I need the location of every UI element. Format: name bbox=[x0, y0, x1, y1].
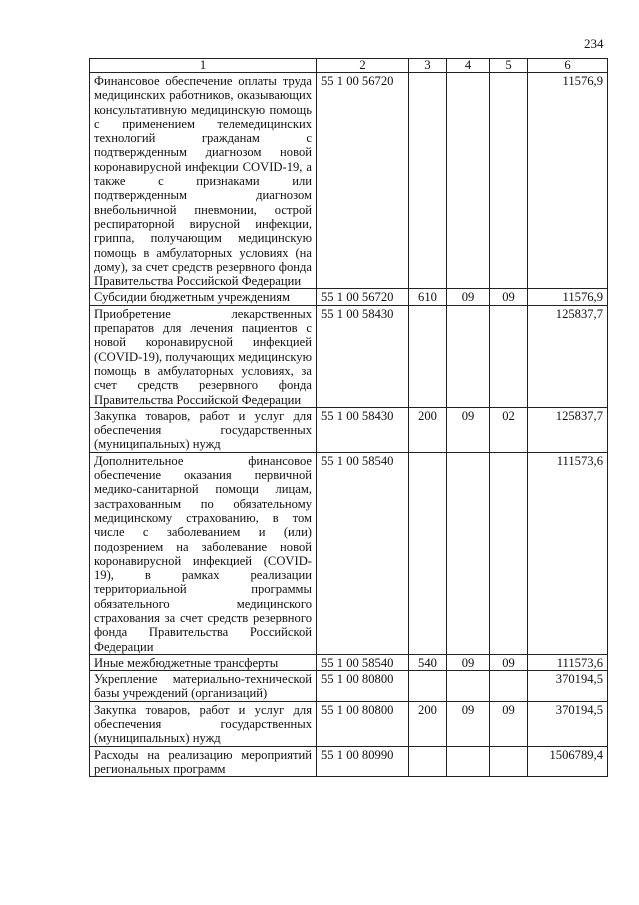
row-target-code: 55 1 00 56720 bbox=[317, 289, 409, 305]
row-name: Закупка товаров, работ и услуг для обеспечения государственных (муниципальных) нужд bbox=[90, 701, 317, 746]
table-row bbox=[90, 305, 608, 407]
row-expense-type bbox=[409, 73, 447, 289]
table-row bbox=[90, 73, 608, 289]
table-row bbox=[90, 407, 608, 452]
row-expense-type bbox=[409, 671, 447, 702]
header-col-6: 6 bbox=[528, 59, 608, 73]
row-amount: 370194,5 bbox=[528, 671, 608, 702]
row-section bbox=[447, 746, 490, 777]
row-target-code: 55 1 00 80800 bbox=[317, 701, 409, 746]
table-row bbox=[90, 701, 608, 746]
row-amount: 125837,7 bbox=[528, 305, 608, 407]
row-section: 09 bbox=[447, 289, 490, 305]
header-col-1: 1 bbox=[90, 59, 317, 73]
row-name: Субсидии бюджетным учреждениям bbox=[90, 289, 317, 305]
row-subsection bbox=[490, 73, 528, 289]
row-target-code: 55 1 00 56720 bbox=[317, 73, 409, 289]
table-row bbox=[90, 654, 608, 670]
row-name: Иные межбюджетные трансферты bbox=[90, 654, 317, 670]
row-section bbox=[447, 305, 490, 407]
row-expense-type bbox=[409, 452, 447, 654]
row-expense-type: 200 bbox=[409, 701, 447, 746]
table-row bbox=[90, 289, 608, 305]
row-expense-type: 610 bbox=[409, 289, 447, 305]
budget-table bbox=[89, 58, 608, 777]
header-col-2: 2 bbox=[317, 59, 409, 73]
row-target-code: 55 1 00 80800 bbox=[317, 671, 409, 702]
row-expense-type: 200 bbox=[409, 407, 447, 452]
row-section bbox=[447, 671, 490, 702]
row-amount: 125837,7 bbox=[528, 407, 608, 452]
row-section: 09 bbox=[447, 701, 490, 746]
row-amount: 11576,9 bbox=[528, 73, 608, 289]
row-subsection bbox=[490, 671, 528, 702]
row-amount: 11576,9 bbox=[528, 289, 608, 305]
header-col-4: 4 bbox=[447, 59, 490, 73]
row-subsection: 09 bbox=[490, 654, 528, 670]
row-amount: 111573,6 bbox=[528, 452, 608, 654]
row-target-code: 55 1 00 80990 bbox=[317, 746, 409, 777]
row-amount: 370194,5 bbox=[528, 701, 608, 746]
row-subsection bbox=[490, 746, 528, 777]
row-name: Приобретение лекарственных препаратов для лечения пациентов с новой коронавирусной инфекцией (COVID-19), получающих медицинскую помощь в амбулаторных условиях, за счет средств резервного фонда Правительства Российской Федерации bbox=[90, 305, 317, 407]
table-row bbox=[90, 452, 608, 654]
table-row bbox=[90, 746, 608, 777]
row-amount: 1506789,4 bbox=[528, 746, 608, 777]
row-name: Расходы на реализацию мероприятий региональных программ bbox=[90, 746, 317, 777]
row-subsection bbox=[490, 305, 528, 407]
header-col-3: 3 bbox=[409, 59, 447, 73]
row-target-code: 55 1 00 58540 bbox=[317, 452, 409, 654]
row-name: Закупка товаров, работ и услуг для обеспечения государственных (муниципальных) нужд bbox=[90, 407, 317, 452]
row-amount: 111573,6 bbox=[528, 654, 608, 670]
row-section: 09 bbox=[447, 654, 490, 670]
row-section bbox=[447, 452, 490, 654]
row-target-code: 55 1 00 58540 bbox=[317, 654, 409, 670]
row-expense-type: 540 bbox=[409, 654, 447, 670]
row-target-code: 55 1 00 58430 bbox=[317, 407, 409, 452]
table-row bbox=[90, 671, 608, 702]
row-section: 09 bbox=[447, 407, 490, 452]
row-subsection: 02 bbox=[490, 407, 528, 452]
row-section bbox=[447, 73, 490, 289]
header-col-5: 5 bbox=[490, 59, 528, 73]
row-subsection: 09 bbox=[490, 701, 528, 746]
row-name: Дополнительное финансовое обеспечение оказания первичной медико-санитарной помощи лицам, застрахованным по обязательному медицинскому страхованию, в том числе с заболеванием и (или) подозрением на заболевание новой коронавирусной инфекцией (COVID-19), в рамках реализации территориальной программы обязательного медицинского страхования за счет средств резервного фонда Правительства Российской Федерации bbox=[90, 452, 317, 654]
row-target-code: 55 1 00 58430 bbox=[317, 305, 409, 407]
row-subsection: 09 bbox=[490, 289, 528, 305]
row-name: Финансовое обеспечение оплаты труда медицинских работников, оказывающих консультативную медицинскую помощь с применением телемедицинских технологий гражданам с подтвержденным диагнозом новой коронавирусной инфекции COVID-19, а также с признаками или подтвержденным диагнозом внебольничной пневмонии, острой респираторной вирусной инфекции, гриппа, получающим медицинскую помощь в амбулаторных условиях (на дому), за счет средств резервного фонда Правительства Российской Федерации bbox=[90, 73, 317, 289]
row-subsection bbox=[490, 452, 528, 654]
header-row bbox=[90, 59, 608, 73]
row-expense-type bbox=[409, 746, 447, 777]
page-number: 234 bbox=[584, 36, 604, 51]
row-name: Укрепление материально-технической базы учреждений (организаций) bbox=[90, 671, 317, 702]
row-expense-type bbox=[409, 305, 447, 407]
